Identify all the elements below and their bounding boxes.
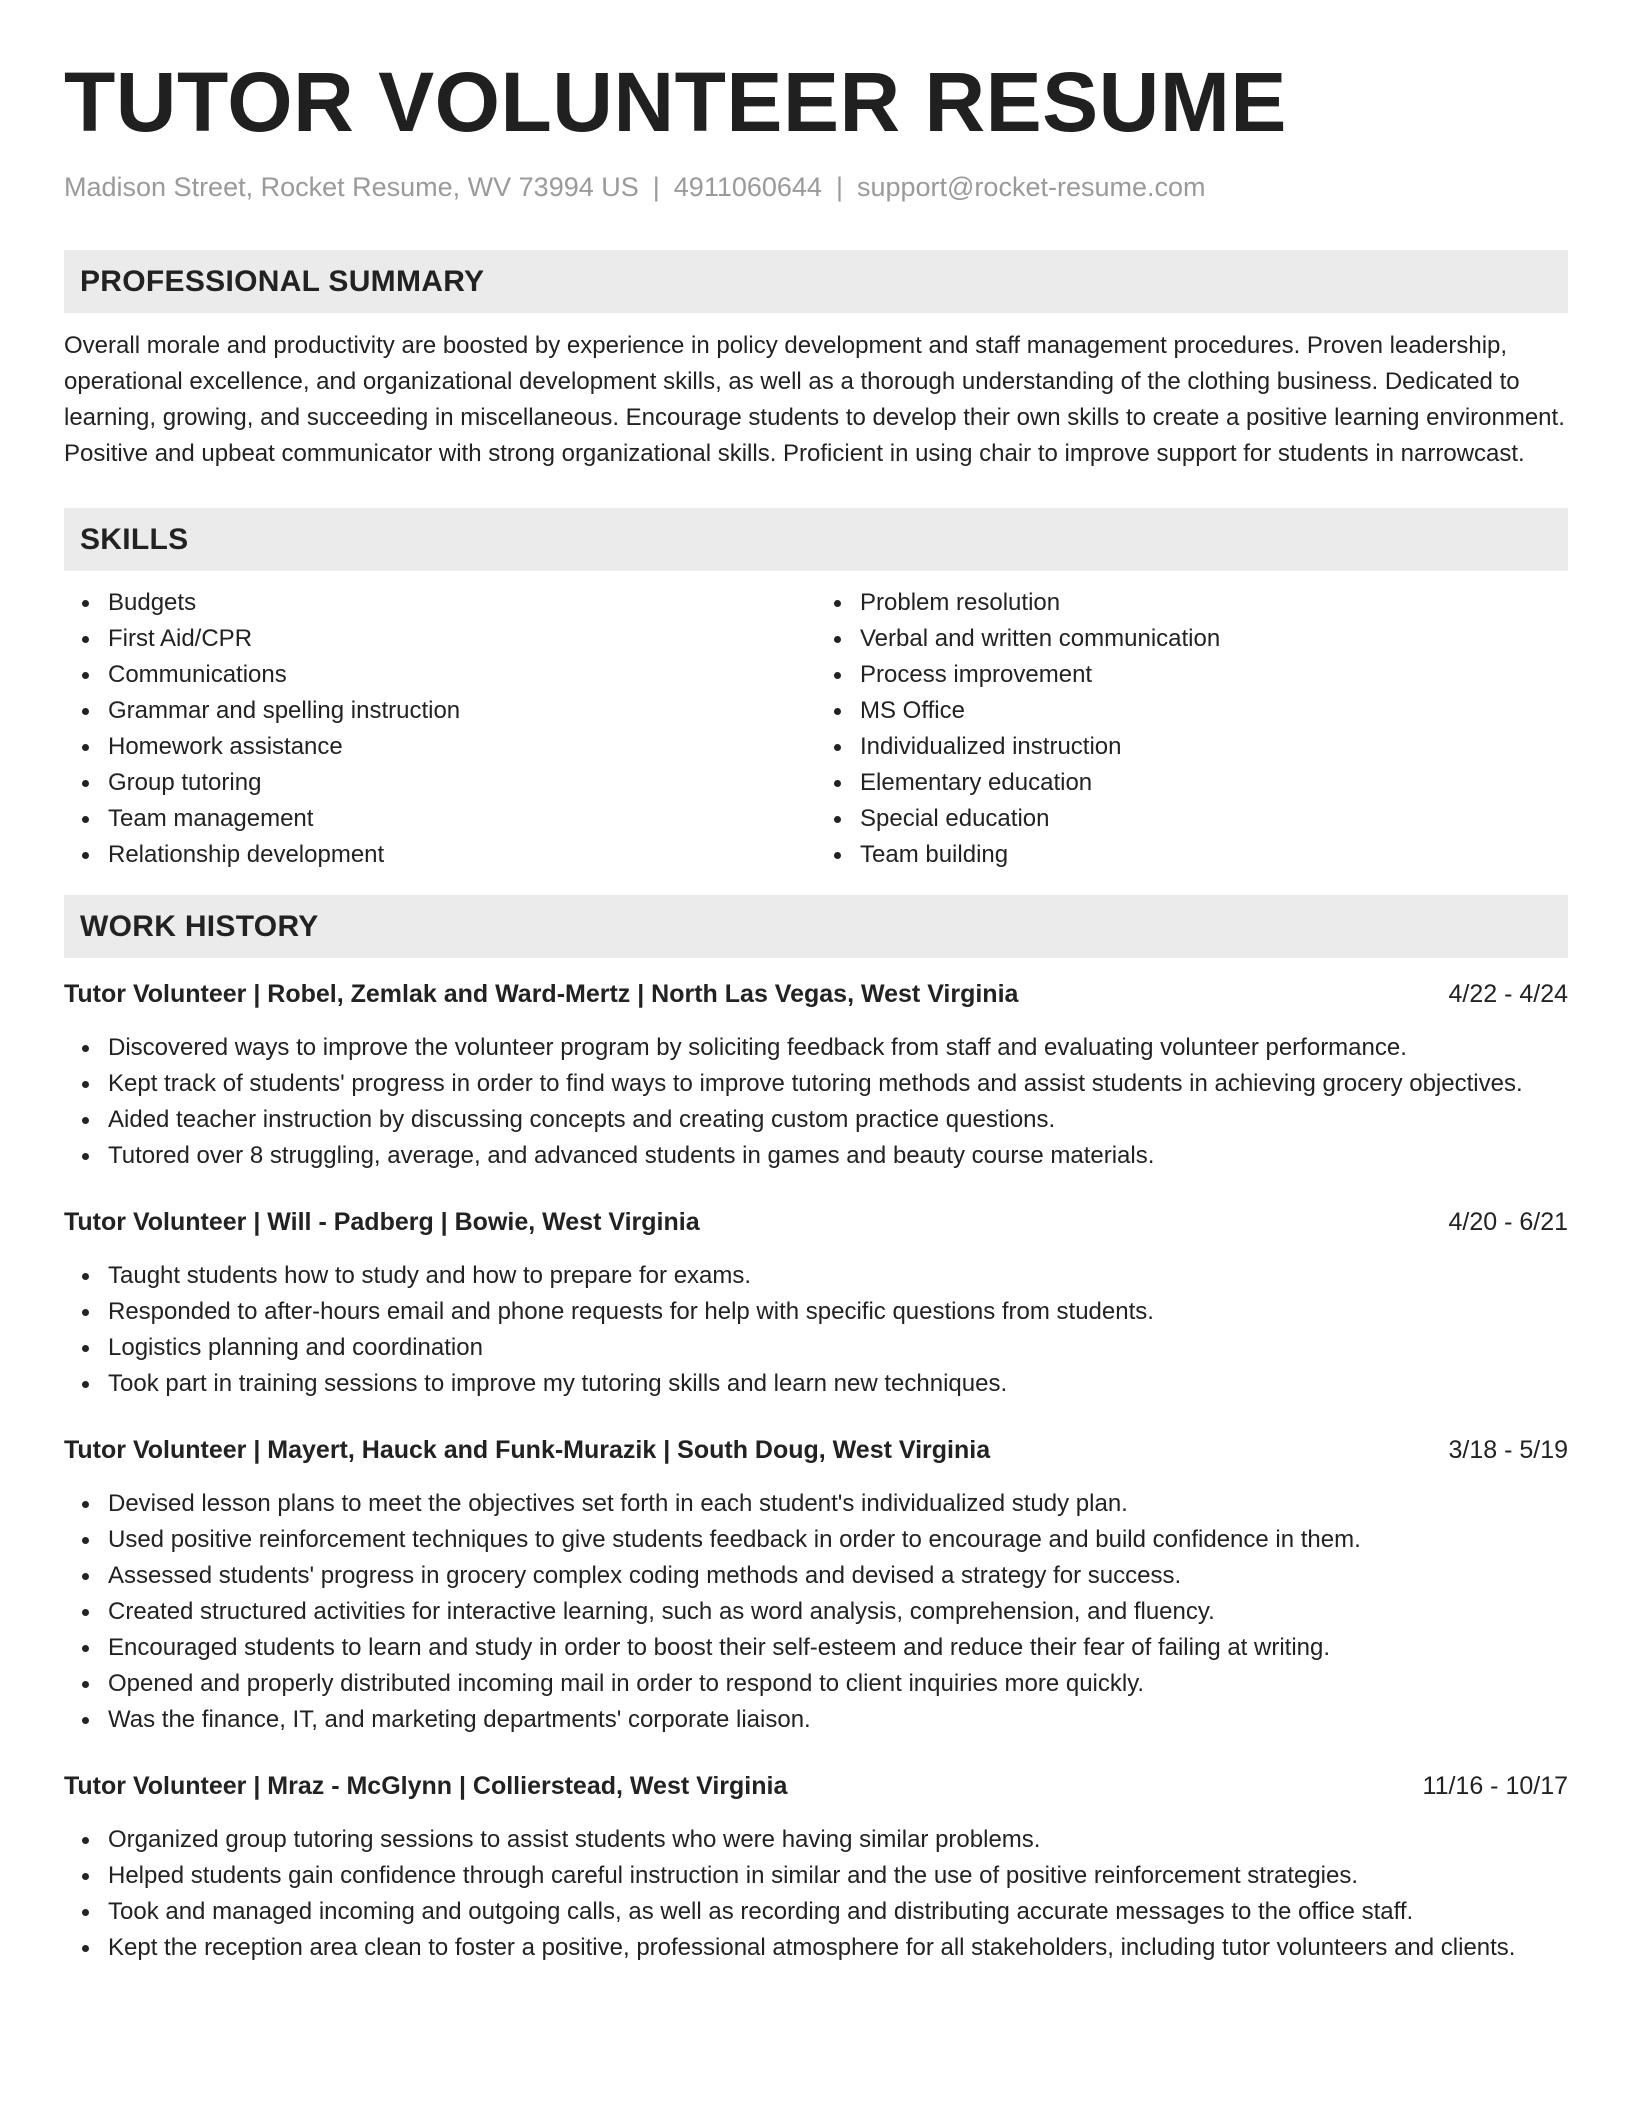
job-title: Tutor Volunteer | Mraz - McGlynn | Collierstead, West Virginia	[64, 1772, 788, 1800]
contact-line	[64, 168, 1568, 206]
job-bullet: Devised lesson plans to meet the objectives set forth in each student's individualized study plan.	[108, 1486, 1568, 1522]
job-dates: 11/16 - 10/17	[1422, 1772, 1568, 1800]
job-bullet: Logistics planning and coordination	[108, 1330, 1568, 1366]
section-heading-summary: PROFESSIONAL SUMMARY	[64, 250, 1568, 313]
job-entry	[64, 1204, 1568, 1402]
skill-item: Individualized instruction	[860, 729, 1568, 765]
job-bullet: Organized group tutoring sessions to assist students who were having similar problems.	[108, 1822, 1568, 1858]
skills-column-right	[816, 585, 1568, 873]
skill-item: Grammar and spelling instruction	[108, 693, 816, 729]
job-bullet: Kept track of students' progress in order to find ways to improve tutoring methods and assist students in achieving grocery objectives.	[108, 1066, 1568, 1102]
job-bullet: Discovered ways to improve the volunteer program by soliciting feedback from staff and evaluating volunteer performance.	[108, 1030, 1568, 1066]
contact-address: Madison Street, Rocket Resume, WV 73994 US	[64, 172, 639, 202]
job-header	[64, 1768, 1568, 1804]
contact-separator: |	[652, 172, 660, 202]
section-heading-skills: SKILLS	[64, 508, 1568, 571]
resume-title: TUTOR VOLUNTEER RESUME	[64, 55, 1287, 149]
job-bullet: Assessed students' progress in grocery complex coding methods and devised a strategy for success.	[108, 1558, 1568, 1594]
skill-item: Group tutoring	[108, 765, 816, 801]
job-title: Tutor Volunteer | Mayert, Hauck and Funk-Murazik | South Doug, West Virginia	[64, 1436, 991, 1464]
skill-item: Process improvement	[860, 657, 1568, 693]
job-entry	[64, 1432, 1568, 1738]
job-bullets	[64, 1030, 1568, 1174]
job-bullet: Helped students gain confidence through careful instruction in similar and the use of positive reinforcement strategies.	[108, 1858, 1568, 1894]
skill-item: Homework assistance	[108, 729, 816, 765]
contact-separator: |	[835, 172, 843, 202]
jobs-list	[64, 976, 1568, 1966]
job-bullets	[64, 1258, 1568, 1402]
skill-item: MS Office	[860, 693, 1568, 729]
skills-column-left	[64, 585, 816, 873]
job-dates: 4/20 - 6/21	[1448, 1208, 1568, 1236]
skills-grid	[64, 585, 1568, 873]
section-heading-work-history: WORK HISTORY	[64, 895, 1568, 958]
job-bullet: Was the finance, IT, and marketing departments' corporate liaison.	[108, 1702, 1568, 1738]
professional-summary-section	[64, 250, 1568, 472]
work-history-section	[64, 895, 1568, 1966]
job-bullet: Created structured activities for interactive learning, such as word analysis, comprehension, and fluency.	[108, 1594, 1568, 1630]
skills-section	[64, 508, 1568, 873]
job-dates: 3/18 - 5/19	[1448, 1436, 1568, 1464]
job-entry	[64, 1768, 1568, 1966]
job-bullet: Took part in training sessions to improve my tutoring skills and learn new techniques.	[108, 1366, 1568, 1402]
job-bullet: Took and managed incoming and outgoing calls, as well as recording and distributing accurate messages to the office staff.	[108, 1894, 1568, 1930]
job-bullet: Used positive reinforcement techniques to give students feedback in order to encourage and build confidence in them.	[108, 1522, 1568, 1558]
skill-item: Relationship development	[108, 837, 816, 873]
job-bullet: Tutored over 8 struggling, average, and advanced students in games and beauty course materials.	[108, 1138, 1568, 1174]
contact-email: support@rocket-resume.com	[856, 172, 1206, 202]
skill-item: Team building	[860, 837, 1568, 873]
contact-phone: 4911060644	[673, 172, 822, 202]
job-bullets	[64, 1822, 1568, 1966]
skill-item: Budgets	[108, 585, 816, 621]
summary-text: Overall morale and productivity are boosted by experience in policy development and staff management procedures. Proven leadership, operational excellence, and organizational development skills, as well as a thorough understanding of the clothing business. Dedicated to learning, growing, and succeeding in miscellaneous. Encourage students to develop their own skills to create a positive learning environment. Positive and upbeat communicator with strong organizational skills. Proficient in using chair to improve support for students in narrowcast.	[64, 332, 1565, 467]
job-entry	[64, 976, 1568, 1174]
resume-page	[64, 52, 1568, 1966]
job-header	[64, 1204, 1568, 1240]
skill-item: Team management	[108, 801, 816, 837]
job-dates: 4/22 - 4/24	[1448, 980, 1568, 1008]
skill-item: Problem resolution	[860, 585, 1568, 621]
skill-item: Verbal and written communication	[860, 621, 1568, 657]
job-header	[64, 976, 1568, 1012]
skill-item: First Aid/CPR	[108, 621, 816, 657]
job-bullet: Opened and properly distributed incoming mail in order to respond to client inquiries more quickly.	[108, 1666, 1568, 1702]
job-bullets	[64, 1486, 1568, 1738]
skill-item: Special education	[860, 801, 1568, 837]
job-bullet: Aided teacher instruction by discussing concepts and creating custom practice questions.	[108, 1102, 1568, 1138]
skill-item: Elementary education	[860, 765, 1568, 801]
job-bullet: Taught students how to study and how to prepare for exams.	[108, 1258, 1568, 1294]
job-title: Tutor Volunteer | Will - Padberg | Bowie, West Virginia	[64, 1208, 700, 1236]
job-bullet: Encouraged students to learn and study in order to boost their self-esteem and reduce their fear of failing at writing.	[108, 1630, 1568, 1666]
job-bullet: Kept the reception area clean to foster a positive, professional atmosphere for all stakeholders, including tutor volunteers and clients.	[108, 1930, 1568, 1966]
job-bullet: Responded to after-hours email and phone requests for help with specific questions from students.	[108, 1294, 1568, 1330]
skill-item: Communications	[108, 657, 816, 693]
job-title: Tutor Volunteer | Robel, Zemlak and Ward-Mertz | North Las Vegas, West Virginia	[64, 980, 1019, 1008]
job-header	[64, 1432, 1568, 1468]
